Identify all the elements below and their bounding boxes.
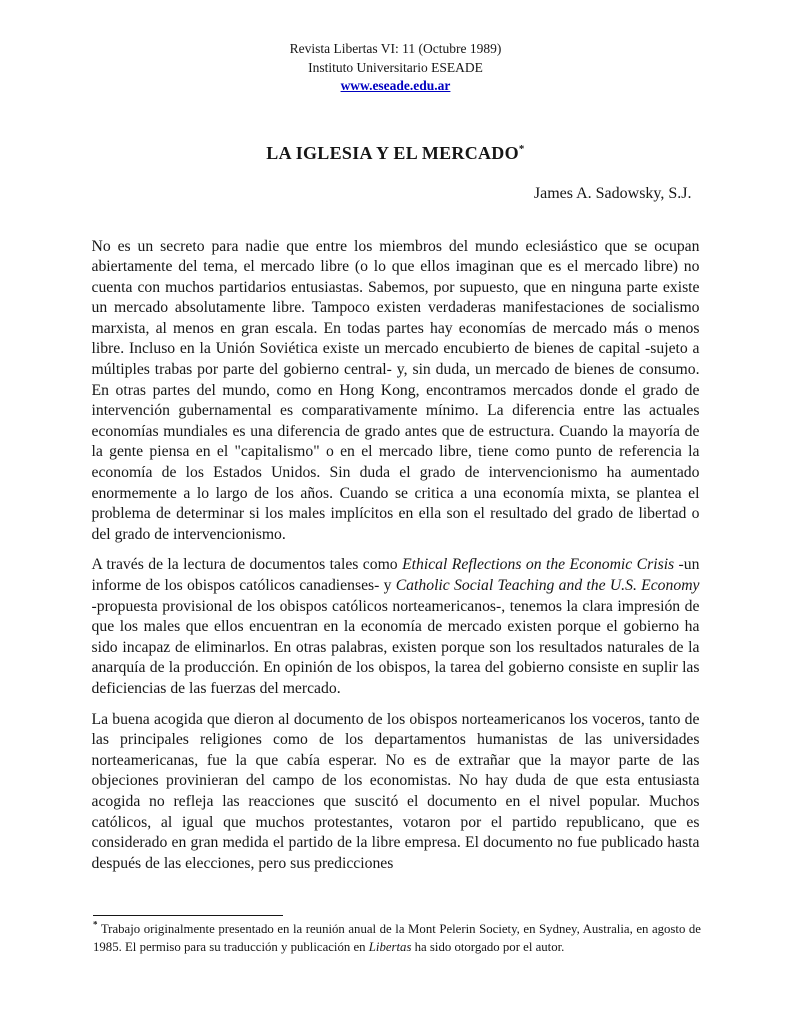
website-link[interactable]: www.eseade.edu.ar [340, 78, 451, 93]
paragraph-2: A través de la lectura de documentos tales como Ethical Reflections on the Economic Crisis -un informe de los obispos católicos canadienses- y Catholic Social Teaching and the U.S. Economy -propuesta provisional de los obispos católicos norteamericanos-, tenemos la clara impresión de que los males que ellos encuentran en la economía de mercado existen porque el gobierno ha sido incapaz de eliminarlos. En otras palabras, existen porque son los resultados naturales de la anarquía de la producción. En opinión de los obispos, la tarea del gobierno consiste en suplir las deficiencias de las fuerzas del mercado. [91, 556, 700, 697]
footnote-mark: * [93, 919, 98, 930]
footnote-body: Trabajo originalmente presentado en la reunión anual de la Mont Pelerin Society, en Sydney, Australia, en agosto de 1985. El permiso para su traducción y publicación en Libertas ha sido otorgado por el autor. [93, 922, 701, 954]
author-name: James A. Sadowsky, S.J. [533, 184, 692, 202]
institute-line: Instituto Universitario ESEADE [308, 59, 483, 75]
page-title [0, 143, 791, 164]
title-footnote-mark: * [518, 142, 525, 155]
footnote [93, 915, 701, 956]
footnote-text [93, 921, 701, 956]
paragraph-3: La buena acogida que dieron al documento de los obispos norteamericanos los voceros, tanto de las principales religiones como de los departamentos humanistas de las universidades norteamericanas, fue la que cabía esperar. No es de extrañar que la mayor parte de las objeciones provinieran del campo de los economistas. No hay duda de que esta entusiasta acogida no refleja las reacciones que suscitó el documento en el nivel popular. Muchos católicos, al igual que muchos protestantes, votaron por el partido republicano, que es considerado en gran medida el partido de la libre empresa. El documento no fue publicado hasta después de las elecciones, pero sus predicciones [91, 710, 700, 872]
journal-issue-line: Revista Libertas VI: 11 (Octubre 1989) [289, 41, 502, 56]
website-line [0, 77, 791, 96]
article-body [92, 237, 700, 875]
footnote-separator [93, 915, 283, 916]
paragraph-1: No es un secreto para nadie que entre los miembros del mundo eclesiástico que se ocupan abiertamente del tema, el mercado libre (o lo que ellos imaginan que es el mercado libre) no cuenta con muchos partidarios entusiastas. Sabemos, por supuesto, que en ninguna parte existe un mercado absolutamente libre. Tampoco existen verdaderas manifestaciones de socialismo marxista, al menos en gran escala. En todas partes hay economías de mercado más o menos libre. Incluso en la Unión Soviética existe un mercado encubierto de bienes de capital -sujeto a múltiples trabas por parte del gobierno central- y, sin duda, un mercado de bienes de consumo. En otras partes del mundo, como en Hong Kong, encontramos mercados donde el grado de intervención gubernamental es comparativamente mínimo. La diferencia entre las actuales economías mundiales es una diferencia de grado antes que de estructura. Cuando la mayoría de la gente piensa en el "capitalismo" o en el mercado libre, tiene como punto de referencia la economía de los Estados Unidos. Sin duda el grado de intervencionismo ha aumentado enormemente a lo largo de los años. Cuando se critica a una economía mixta, se plantea el problema de determinar si los males implícitos en ella son el resultado del grado de libertad o del grado de intervencionismo. [91, 237, 700, 543]
page-title-text: LA IGLESIA Y EL MERCADO [266, 142, 519, 163]
journal-header [0, 0, 791, 96]
